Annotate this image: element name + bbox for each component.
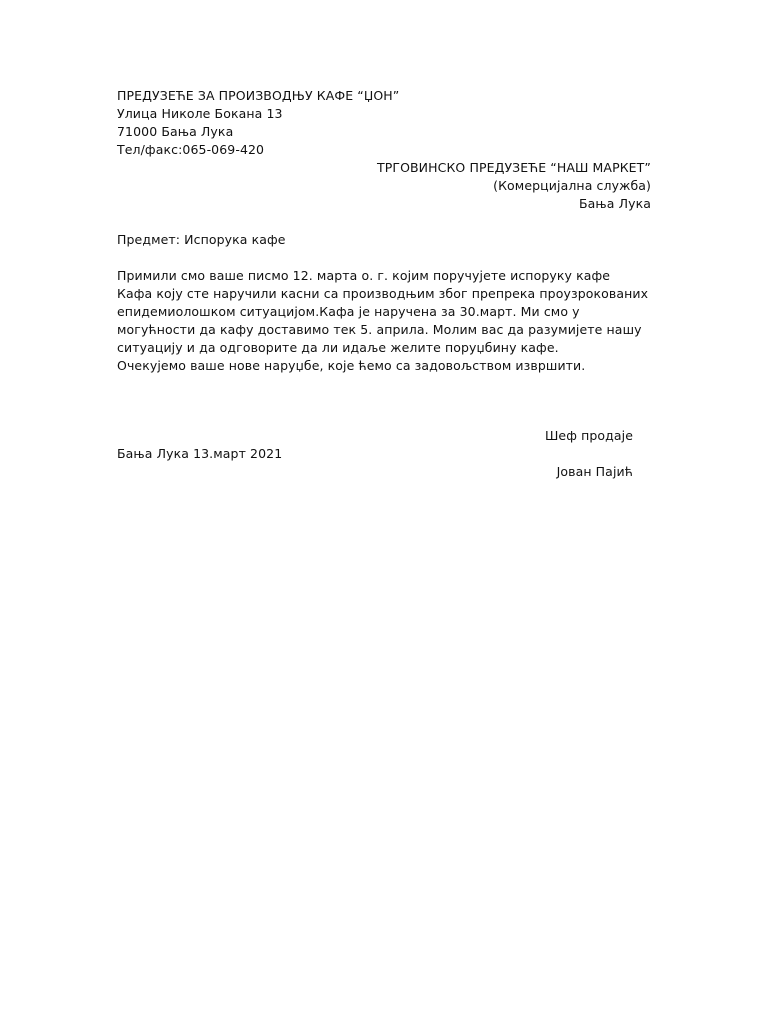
sender-company: ПРЕДУЗЕЋЕ ЗА ПРОИЗВОДЊУ КАФЕ “ЏОН”: [117, 88, 400, 103]
place-date: Бања Лука 13.март 2021: [117, 446, 283, 461]
body-line: епидемиолошком ситуацијом.Кафа је наручена за 30.март. Ми смо у: [117, 304, 580, 319]
body-line: Примили смо ваше писмо 12. марта о. г. којим поручујете испоруку кафе: [117, 268, 611, 283]
sender-phone: Тел/факс:065-069-420: [117, 142, 265, 157]
recipient-department: (Комерцијална служба): [493, 178, 651, 193]
signature-title: Шеф продаје: [544, 428, 633, 443]
subject-line: Предмет: Испорука кафе: [117, 232, 286, 247]
sender-street: Улица Николе Бокана 13: [117, 106, 283, 121]
body-line: ситуацију и да одговорите да ли идаље желите поруџбину кафе.: [117, 340, 559, 355]
sender-city: 71000 Бања Лука: [117, 124, 234, 139]
body-line: могућности да кафу доставимо тек 5. априла. Молим вас да разумијете нашу: [117, 322, 642, 337]
recipient-city: Бања Лука: [578, 196, 651, 211]
signature-name: Јован Пајић: [556, 464, 633, 479]
recipient-company: ТРГОВИНСКО ПРЕДУЗЕЋЕ “НАШ МАРКЕТ”: [376, 160, 651, 175]
body-line: Кафа коју сте наручили касни са производњим због препрека проузрокованих: [117, 286, 649, 301]
body-line: Очекујемо ваше нове наруџбе, које ћемо са задовољством извршити.: [117, 358, 586, 373]
